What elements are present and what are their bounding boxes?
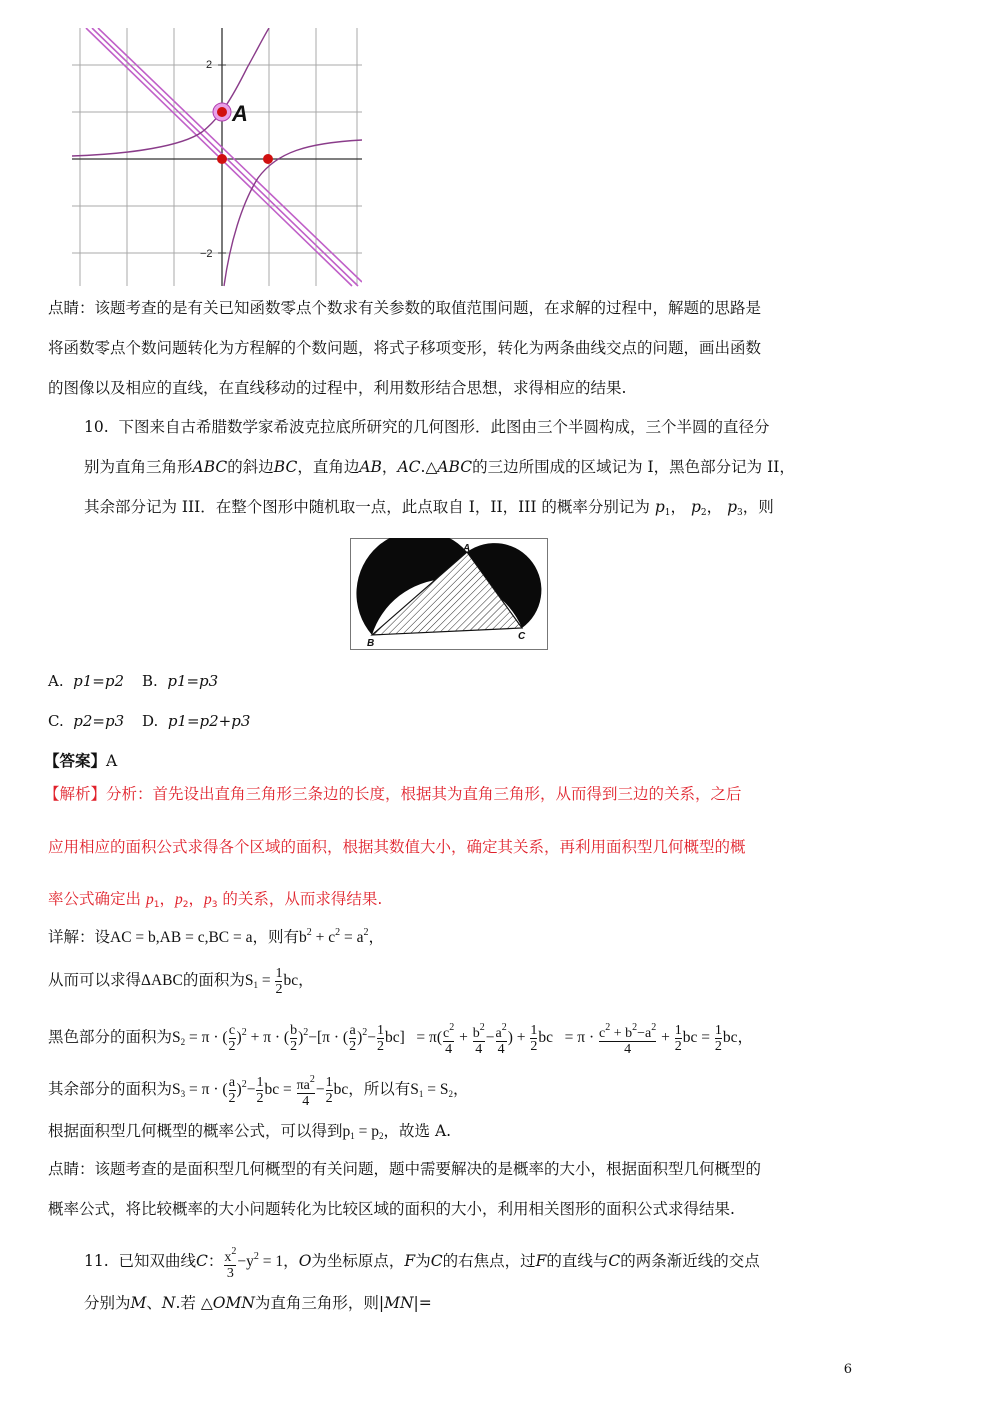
- detail-math: AC = b,AB = c,BC = a: [110, 929, 253, 946]
- option-d-label: D.: [142, 712, 159, 730]
- q11-math: C: [196, 1252, 208, 1271]
- q10-text: △: [425, 458, 438, 476]
- answer-label: 【答案】: [44, 751, 107, 770]
- analysis-text: 分析：首先设出直角三角形三条边的长度，根据其为直角三角形，从而得到三边的关系，之后: [106, 785, 742, 803]
- q11-line2: [84, 1292, 432, 1314]
- detail-line4: [48, 1072, 469, 1109]
- figure-label-a: A: [463, 543, 471, 554]
- q11-text: 为坐标原点，: [311, 1252, 405, 1271]
- q10-text: 的三边所围成的区域记为 I，黑色部分记为 II，: [472, 458, 795, 476]
- q10-text: 其余部分记为 III．在整个图形中随机取一点，此点取自 I，II，III 的概率分别记为: [84, 498, 650, 516]
- remark1-line3: 的图像以及相应的直线，在直线移动的过程中，利用数形结合思想，求得相应的结果.: [48, 379, 627, 397]
- q11-text: .若 △: [175, 1294, 213, 1312]
- q11-text: ：: [207, 1252, 224, 1271]
- q11-text: 的右焦点，过: [442, 1252, 536, 1271]
- detail-line1: [48, 922, 384, 949]
- option-a-label: A.: [48, 672, 64, 690]
- option-d-text: p1=p2+p3: [167, 712, 251, 730]
- detail-text: 详解：设: [48, 928, 111, 946]
- detail-text: ，则有: [252, 928, 300, 946]
- analysis-text: 的关系，从而求得结果.: [222, 890, 383, 908]
- analysis-line2: 应用相应的面积公式求得各个区域的面积，根据其数值大小，确定其关系，再利用面积型几何概型的概: [48, 838, 746, 856]
- q10-text: 别为直角三角形: [84, 458, 193, 476]
- q10-math: BC: [273, 458, 298, 476]
- q11-math: C: [608, 1252, 621, 1271]
- q10-line3: [84, 496, 774, 524]
- remark1-line2: 将函数零点个数问题转化为方程解的个数问题，将式子移项变形，转化为两条曲线交点的问题，画出函数: [48, 339, 762, 357]
- q11-line1: [84, 1244, 760, 1281]
- q11-text: 、: [146, 1294, 162, 1312]
- analysis-text: 率公式确定出: [48, 890, 142, 908]
- detail-text: 黑色部分的面积为: [48, 1028, 173, 1047]
- subscript: 2: [182, 900, 189, 910]
- p-symbol: p: [727, 498, 738, 516]
- s1-equals-s2: $S_1 = S_2$，: [410, 1081, 469, 1100]
- pythagoras-formula: $b^2 + c^2 = a^2$，: [299, 927, 385, 946]
- q11-text: 为: [415, 1252, 431, 1271]
- answer-line: [44, 750, 117, 772]
- subscript: 1: [664, 508, 671, 518]
- p-symbol: p: [654, 498, 665, 516]
- q11-text: 已知双曲线: [118, 1252, 197, 1271]
- analysis-line1: [44, 783, 742, 805]
- q11-text: 的两条渐近线的交点: [620, 1252, 760, 1271]
- remark2-line1: 点睛：该题考查的是面积型几何概型的有关问题，题中需要解决的是概率的大小，根据面积型几何概型的: [48, 1160, 762, 1178]
- separator: ，: [706, 498, 723, 516]
- analysis-label: 【解析】: [44, 785, 107, 803]
- detail-line3: [48, 1020, 753, 1057]
- option-b: [142, 672, 218, 690]
- option-a: [48, 672, 124, 690]
- q10-text: ，: [381, 458, 398, 476]
- option-b-label: B.: [142, 672, 158, 690]
- q10-text: ，则: [742, 498, 774, 516]
- area-s1-formula: $S_1$ = $\frac{1}{2}$ bc，: [244, 966, 314, 997]
- q11-math: F: [535, 1252, 547, 1271]
- p-symbol: p: [203, 891, 212, 908]
- subscript: 1: [153, 900, 160, 910]
- p1-equals-p2: $p_1 = p_2$: [342, 1123, 384, 1141]
- tick-label-negative: −2: [200, 248, 213, 260]
- option-a-text: p1=p2: [73, 672, 125, 690]
- q11-math: F: [404, 1252, 416, 1271]
- q11-math: N: [161, 1294, 176, 1312]
- q11-text: =: [418, 1294, 432, 1312]
- q11-text: 分别为: [84, 1294, 131, 1312]
- detail-line2: [48, 966, 314, 997]
- q11-math: M: [130, 1294, 147, 1312]
- q10-line1: [84, 416, 770, 438]
- q10-text: .: [420, 458, 426, 476]
- p-symbol: p: [690, 498, 701, 516]
- detail-math: ΔABC的面积为: [141, 972, 245, 990]
- q11-math: |MN|: [378, 1294, 419, 1312]
- option-c-label: C.: [48, 712, 64, 730]
- subscript: 3: [211, 900, 218, 910]
- q10-math: ABC: [437, 458, 473, 476]
- area-s3-formula: $S_3 = \pi$ · ( $\frac{a}{2}$ )$^2$− $\frac{1}{2}$ bc = $\frac{\pi a^2}{4}$ − $\frac{1}{2}$ bc: [172, 1074, 349, 1109]
- page-number: 6: [843, 1362, 852, 1377]
- q10-line2: [84, 456, 795, 478]
- area-s2-formula: $S_2 = \pi$ · ( $\frac{c}{2}$ )$^2$ + π · ( $\frac{b}{2}$ )$^2$−[π · ( $\frac{a}{2}$ )$^2$− $\frac{1}{2}$ bc] = π( $\frac{c^2}{4}$ + $\frac{b^2}{4}$ − $\frac{a^2}{4}$ ) + $\frac{1}{2}$ bc = π · $\frac{c^2 + b^2-a^2}{4}$ + $\frac{1}{2}$ bc = $\frac{1}{2}$ bc，: [172, 1022, 753, 1057]
- function-graph: [72, 28, 362, 288]
- hippocrates-lune-figure: [350, 538, 548, 650]
- detail-text: 根据面积型几何概型的概率公式，可以得到: [48, 1122, 343, 1140]
- figure-label-c: C: [518, 631, 526, 642]
- q10-number: 10.: [84, 418, 109, 436]
- point-a-label: A: [232, 101, 248, 126]
- q10-math: ABC: [192, 458, 228, 476]
- option-b-text: p1=p3: [167, 672, 219, 690]
- detail-text: ，所以有: [348, 1080, 411, 1099]
- q11-text: 的直线与: [546, 1252, 609, 1271]
- q11-number: 11.: [84, 1252, 109, 1271]
- q10-line1-text: 下图来自古希腊数学家希波克拉底所研究的几何图形．此图由三个半圆构成，三个半圆的直径分: [118, 418, 770, 436]
- option-c: [48, 712, 124, 730]
- p-symbol: p: [174, 891, 183, 908]
- q11-text: 为直角三角形，则: [254, 1294, 379, 1312]
- q11-math: OMN: [212, 1294, 255, 1312]
- separator: ，: [159, 890, 175, 908]
- subscript: 3: [737, 508, 743, 518]
- separator: ，: [188, 890, 204, 908]
- subscript: 2: [700, 508, 707, 518]
- q10-text: 的斜边: [227, 458, 274, 476]
- remark1-line1: 点睛：该题考查的是有关已知函数零点个数求有关参数的取值范围问题，在求解的过程中，解题的思路是: [48, 299, 762, 317]
- option-c-text: p2=p3: [73, 712, 125, 730]
- q10-math: AC: [397, 458, 421, 476]
- figure-label-b: B: [367, 638, 375, 649]
- answer-value: A: [106, 752, 118, 770]
- q10-text: ，直角边: [297, 458, 360, 476]
- tick-label-positive: 2: [206, 59, 213, 71]
- q11-text: ，: [283, 1252, 299, 1271]
- detail-text: ，故选 A.: [383, 1122, 452, 1140]
- q11-math: C: [430, 1252, 443, 1271]
- p-symbol: p: [145, 891, 154, 908]
- analysis-line3: [48, 888, 382, 916]
- remark2-line2: 概率公式，将比较概率的大小问题转化为比较区域的面积的大小，利用相关图形的面积公式求得结果.: [48, 1200, 735, 1218]
- q10-math: AB: [359, 458, 382, 476]
- separator: ，: [670, 498, 687, 516]
- detail-line5: [48, 1120, 451, 1147]
- detail-text: 其余部分的面积为: [48, 1080, 173, 1099]
- option-d: [142, 712, 250, 730]
- detail-text: 从而可以求得: [48, 971, 142, 990]
- q11-math: O: [298, 1252, 312, 1271]
- hyperbola-equation: $\frac{x^2}{3}$ $-y^2 = 1$: [224, 1246, 284, 1281]
